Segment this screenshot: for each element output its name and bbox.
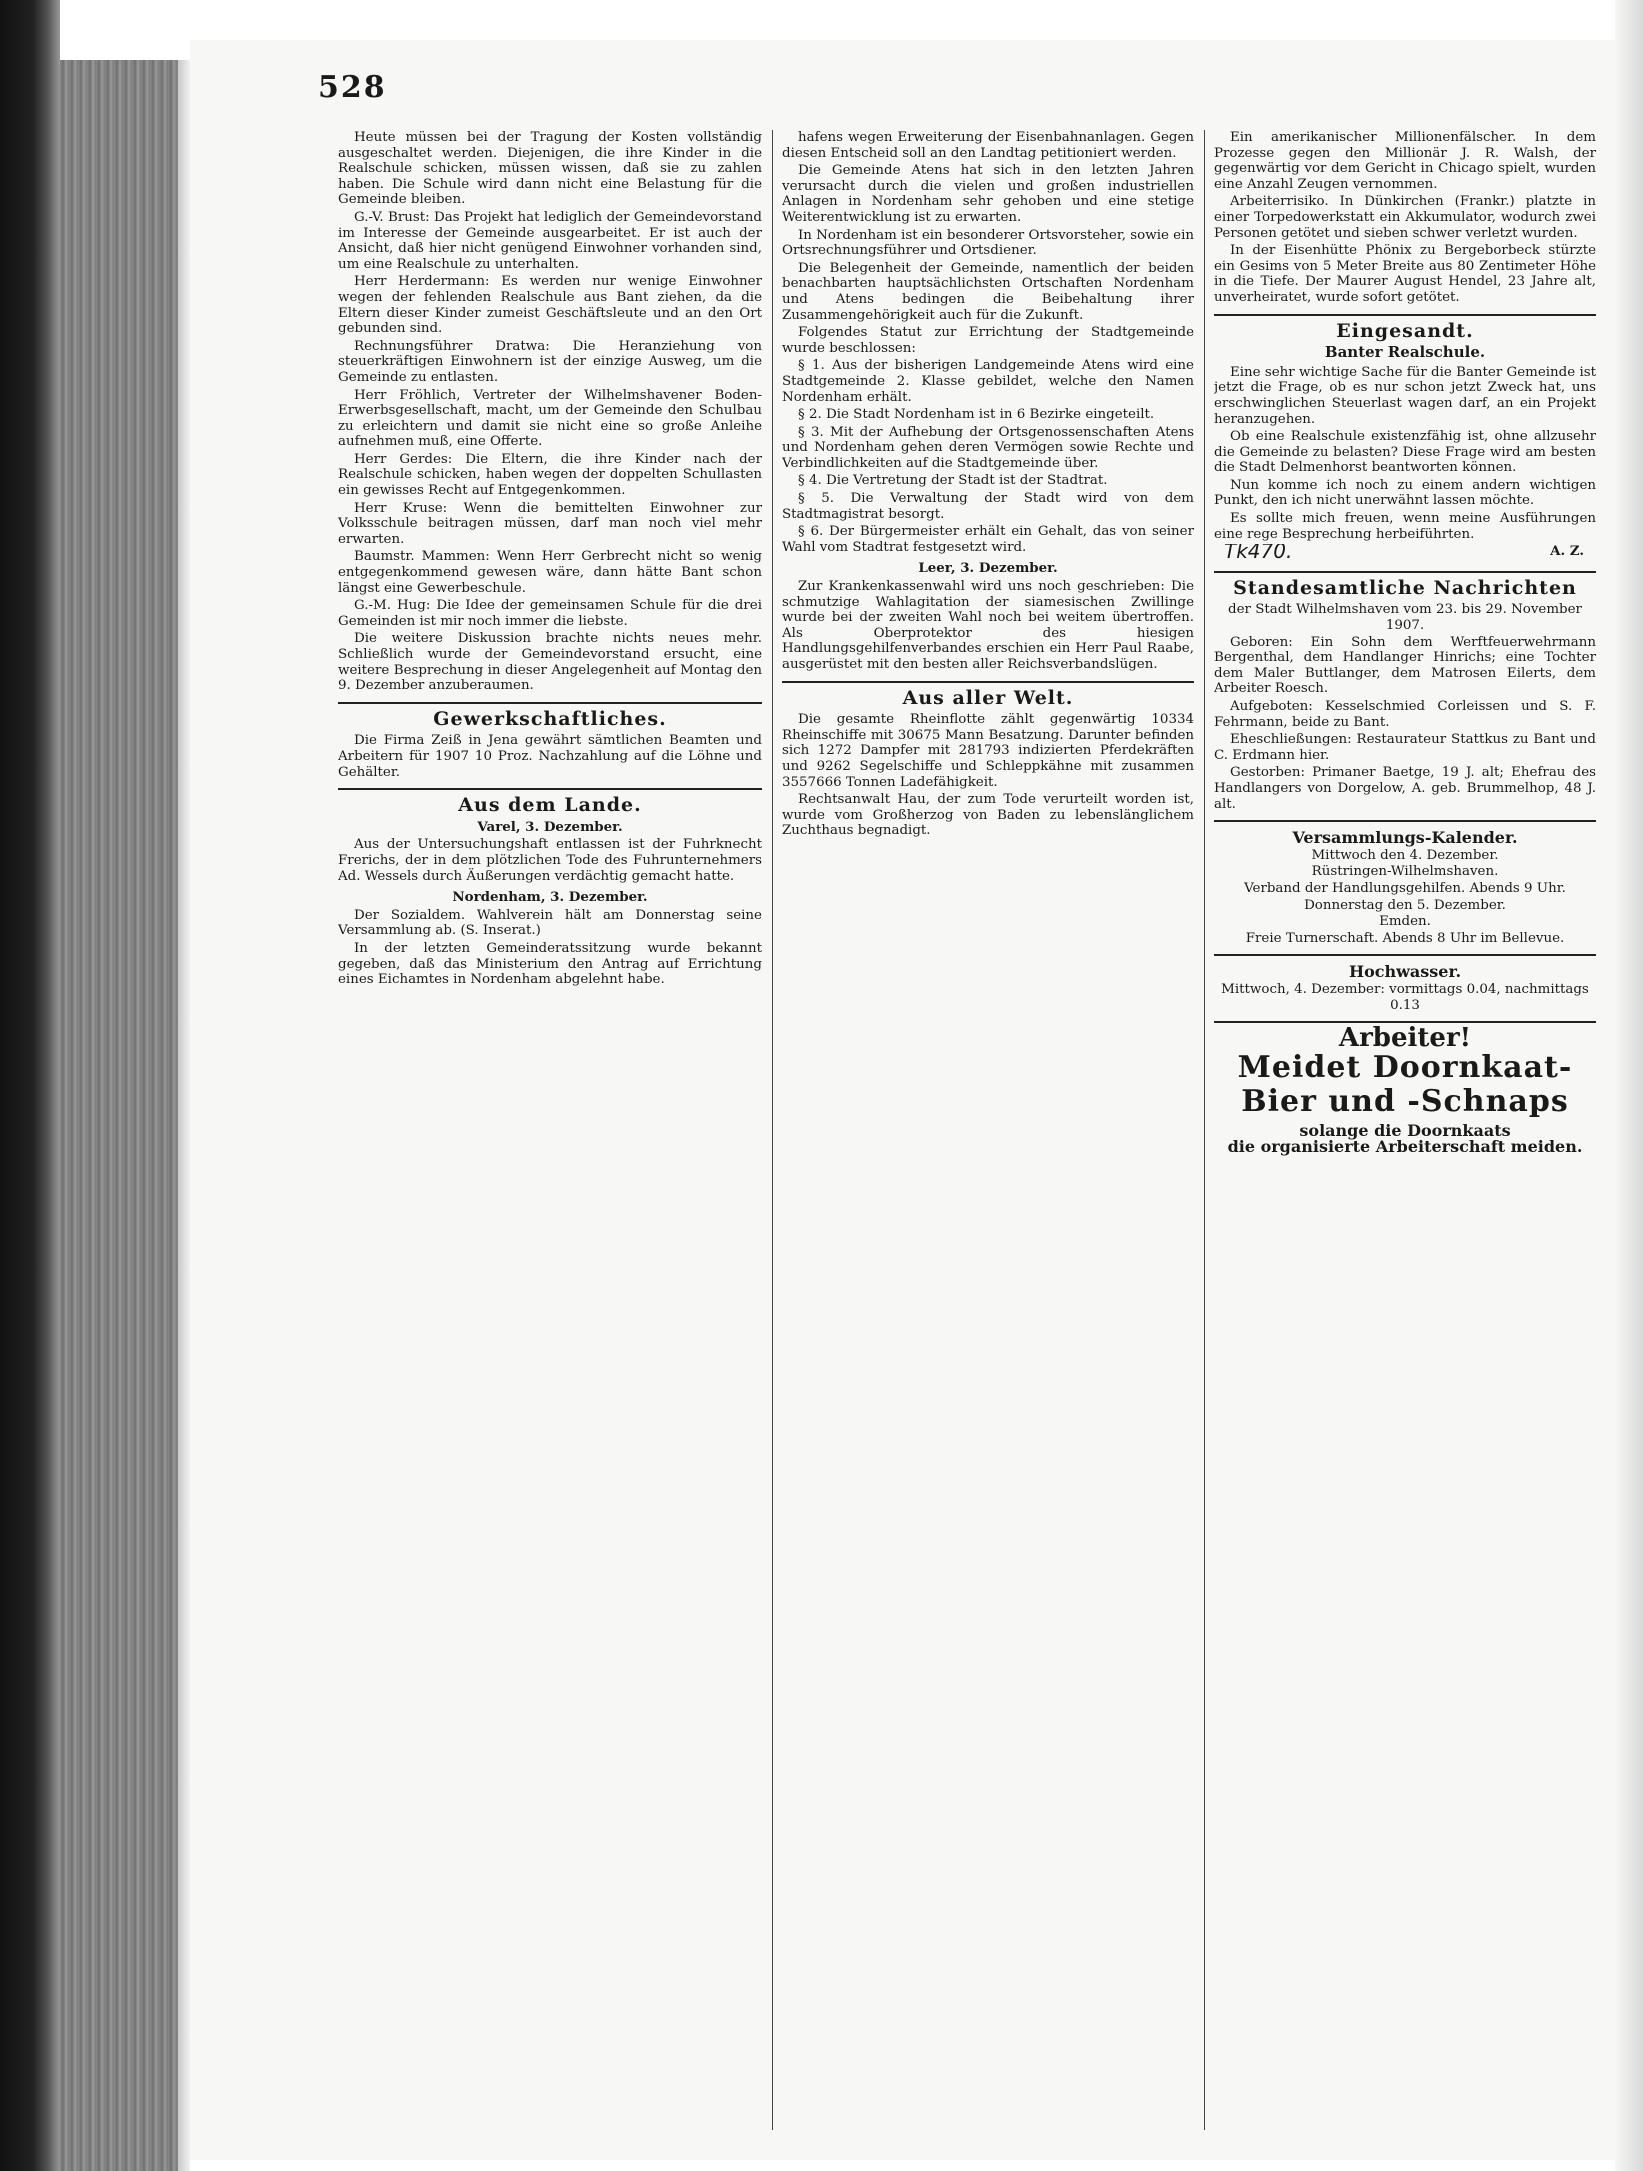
eingesandt-sign-line: [1214, 544, 1596, 563]
lande-text-1: Aus der Untersuchungshaft entlassen ist der Fuhrknecht Frerichs, der in dem plötzlichen Tode des Fuhrunternehmers Ad. Wessels durch Äußerungen verdächtig gemacht hatte.: [338, 837, 762, 884]
dateline-varel: Varel, 3. Dezember.: [477, 818, 623, 835]
gewerkschaft-heading: Gewerkschaftliches.: [433, 707, 667, 730]
article-paragraph: In Nordenham ist ein besonderer Ortsvorsteher, sowie ein Ortsrechnungsführer und Ortsdiener.: [782, 227, 1194, 259]
statut-paragraph: § 2. Die Stadt Nordenham ist in 6 Bezirke eingeteilt.: [798, 407, 1155, 423]
column-1-paragraphs: [338, 130, 762, 694]
eingesandt-paragraph: Nun komme ich noch zu einem andern wichtigen Punkt, den ich nicht unerwähnt lassen möchte.: [1214, 477, 1596, 509]
column-rule-1: [772, 130, 773, 2130]
standesamt-subline: der Stadt Wilhelmshaven vom 23. bis 29. November 1907.: [1228, 602, 1582, 634]
kalender-line: Verband der Handlungsgehilfen. Abends 9 Uhr.: [1244, 880, 1566, 896]
eingesandt-paragraph: Eine sehr wichtige Sache für die Banter Gemeinde ist jetzt die Frage, ob es nur schon jetzt Zweck hat, uns erschwinglichen Steuerlast wagen darf, an ein Projekt heranzugehen.: [1214, 364, 1596, 427]
eingesandt-subhead: Banter Realschule.: [1324, 343, 1486, 362]
ad-line-1: solange die Doornkaats: [1299, 1120, 1511, 1140]
welt-text-2: Rechtsanwalt Hau, der zum Tode verurteilt worden ist, wurde vom Großherzog von Baden zu lebenslänglichem Zuchthaus begnadigt.: [782, 792, 1194, 839]
article-paragraph: G.-M. Hug: Die Idee der gemeinsamen Schule für die drei Gemeinden ist mir noch immer die liebste.: [338, 598, 762, 629]
article-paragraph: Die Belegenheit der Gemeinde, namentlich der beiden benachbarten hauptsächlichsten Ortschaften Nordenham und Atens bedingen die Beibehaltung ihrer Zusammengehörigkeit auch für die Zukunft.: [782, 260, 1194, 323]
kalender-line: Emden.: [1379, 914, 1431, 930]
section-divider: [1214, 820, 1596, 822]
hochwasser-line: Mittwoch, 4. Dezember: vormittags 0.04, nachmittags 0.13: [1221, 981, 1589, 1013]
article-paragraph: Herr Herdermann: Es werden nur wenige Einwohner wegen der fehlenden Realschule aus Bant ziehen, da die Eltern dieser Kinder zumeist Geschäftsleute und an den Ort gebunden sind.: [338, 274, 762, 337]
section-divider: [1214, 314, 1596, 316]
section-divider: [782, 681, 1194, 683]
lande-text-3: In der letzten Gemeinderatssitzung wurde bekannt gegeben, daß das Ministerium den Antrag auf Errichtung eines Eichamtes in Nordenham abgelehnt habe.: [338, 940, 762, 988]
news-paragraph: Arbeiterrisiko. In Dünkirchen (Frankr.) platzte in einer Torpedowerkstatt ein Akkumulator, wodurch zwei Personen getötet und sieben schwer verletzt wurden.: [1214, 194, 1596, 241]
lande-text-2: Der Sozialdem. Wahlverein hält am Donnerstag seine Versammlung ab. (S. Inserat.): [338, 907, 762, 939]
statut-paragraph: § 3. Mit der Aufhebung der Ortsgenossenschaften Atens und Nordenham gehen deren Vermögen sowie Rechte und Verbindlichkeiten auf die Stadtgemeinde über.: [782, 424, 1194, 471]
eingesandt-heading: Eingesandt.: [1336, 319, 1474, 342]
standesamt-paragraph: Gestorben: Primaner Baetge, 19 J. alt; Ehefrau des Handlangers von Dorgelow, A. geb. Brummelhop, 48 J. alt.: [1214, 765, 1596, 812]
eingesandt-paragraph: Ob eine Realschule existenzfähig ist, ohne allzusehr die Gemeinde zu belasten? Diese Frage wird am besten die Stadt Delmenhorst beantworten können.: [1214, 429, 1596, 476]
column-rule-2: [1204, 130, 1205, 2130]
article-paragraph: Herr Fröhlich, Vertreter der Wilhelmshavener Boden-Erwerbsgesellschaft, macht, um der Gemeinde den Schulbau zu erleichtern und damit sie nicht eine so große Anleihe aufnehmen muß, eine Offerte.: [338, 387, 762, 450]
ad-line-2: die organisierte Arbeiterschaft meiden.: [1227, 1137, 1583, 1157]
standesamt-paragraph: Aufgeboten: Kesselschmied Corleissen und S. F. Fehrmann, beide zu Bant.: [1214, 699, 1596, 730]
handwritten-note: Tk470.: [1224, 544, 1293, 563]
standesamt-paragraph: Eheschließungen: Restaurateur Stattkus zu Bant und C. Erdmann hier.: [1214, 732, 1596, 763]
lande-heading: Aus dem Lande.: [458, 794, 642, 817]
section-divider: [338, 788, 762, 790]
volume-spine: [60, 60, 178, 2171]
column-3: [1214, 130, 1596, 2130]
dateline-leer: Leer, 3. Dezember.: [918, 560, 1058, 577]
eingesandt-paragraph: Es sollte mich freuen, wenn meine Ausführungen eine rege Besprechung herbeiführten.: [1214, 511, 1596, 542]
page-number: 528: [318, 70, 387, 105]
leer-text: Zur Krankenkassenwahl wird uns noch geschrieben: Die schmutzige Wahlagitation der siamesischen Zwillinge wurde bei der zweiten Wahl noch bei weitem übertroffen. Als Oberprotektor des hiesigen Handlungsgehilfenverbandes erschien ein Herr Paul Raabe, ausgerüstet mit den besten aller Reichsverbandslügen.: [782, 579, 1194, 672]
news-paragraph: Ein amerikanischer Millionenfälscher. In dem Prozesse gegen den Millionär J. R. Walsh, der gegenwärtig vor dem Gericht in Chicago spielt, wurden eine Anzahl Zeugen vernommen.: [1214, 130, 1596, 192]
news-paragraph: In der Eisenhütte Phönix zu Bergeborbeck stürzte ein Gesims von 5 Meter Breite aus 80 Zentimeter Höhe in die Tiefe. Der Maurer August Hendel, 23 Jahre alt, unverheiratet, wurde sofort getötet.: [1214, 243, 1596, 305]
welt-heading: Aus aller Welt.: [902, 686, 1074, 709]
eingesandt-signature: A. Z.: [1550, 544, 1584, 560]
statut-paragraph: § 4. Die Vertretung der Stadt ist der Stadtrat.: [798, 473, 1108, 489]
kalender-line: Mittwoch den 4. Dezember.: [1311, 847, 1499, 863]
kalender-heading: Versammlungs-Kalender.: [1292, 828, 1518, 848]
standesamt-heading: Standesamtliche Nachrichten: [1233, 576, 1577, 599]
column-2-paragraphs: [782, 130, 1194, 323]
article-paragraph: Herr Gerdes: Die Eltern, die ihre Kinder nach der Realschule schicken, haben wegen der doppelten Schullasten ein gewisses Recht auf Entgegenkommen.: [338, 451, 762, 499]
dateline-nordenham: Nordenham, 3. Dezember.: [452, 889, 648, 906]
article-paragraph: G.-V. Brust: Das Projekt hat lediglich der Gemeindevorstand im Interesse der Gemeinde ausgearbeitet. Er ist auch der Ansicht, daß hier nicht genügend Einwohner vorhanden sind, um eine Realschule zu unterhalten.: [338, 209, 762, 272]
standesamt-paragraphs: [1214, 635, 1596, 813]
statut-list: [782, 358, 1194, 555]
section-divider: [1214, 954, 1596, 956]
statut-paragraph: § 5. Die Verwaltung der Stadt wird von dem Stadtmagistrat besorgt.: [782, 491, 1194, 522]
ad-big-text: Meidet Doornkaat-Bier und -Schnaps: [1237, 1049, 1573, 1119]
column-2: [782, 130, 1194, 2130]
section-divider: [1214, 571, 1596, 573]
kalender-line: Freie Turnerschaft. Abends 8 Uhr im Bellevue.: [1245, 930, 1565, 946]
book-binding: [0, 0, 60, 2171]
kalender-line: Donnerstag den 5. Dezember.: [1304, 897, 1506, 913]
hochwasser-heading: Hochwasser.: [1348, 962, 1462, 982]
article-paragraph: Die weitere Diskussion brachte nichts neues mehr. Schließlich wurde der Gemeindevorstand ersucht, eine weitere Besprechung in dieser Angelegenheit auf Montag den 9. Dezember anzuberaumen.: [338, 631, 762, 694]
page-shadow: [1615, 0, 1643, 2171]
article-paragraph: Baumstr. Mammen: Wenn Herr Gerbrecht nicht so wenig entgegenkommend gewesen wäre, dann hätte Bant schon längst eine Gewerbeschule.: [338, 549, 762, 596]
article-paragraph: Rechnungsführer Dratwa: Die Heranziehung von steuerkräftigen Einwohnern ist der einzige Ausweg, um die Gemeinde zu entlasten.: [338, 338, 762, 385]
eingesandt-paragraphs: [1214, 365, 1596, 543]
column-3-news: [1214, 130, 1596, 306]
statut-paragraph: § 6. Der Bürgermeister erhält ein Gehalt, das von seiner Wahl vom Stadtrat festgesetzt wird.: [782, 524, 1194, 555]
standesamt-paragraph: Geboren: Ein Sohn dem Werftfeuerwehrmann Bergenthal, dem Handlanger Hinrichs; eine Tochter dem Maler Buttlanger, dem Matrosen Eilerts, dem Arbeiter Roesch.: [1214, 634, 1596, 697]
statut-intro: Folgendes Statut zur Errichtung der Stadtgemeinde wurde beschlossen:: [782, 325, 1194, 356]
column-1: [338, 130, 762, 2130]
ad-title: Arbeiter!: [1338, 1023, 1472, 1054]
statut-paragraph: § 1. Aus der bisherigen Landgemeinde Atens wird eine Stadtgemeinde 2. Klasse gebildet, welche den Namen Nordenham erhält.: [782, 358, 1194, 405]
kalender-line: Rüstringen-Wilhelmshaven.: [1311, 864, 1499, 880]
article-paragraph: Heute müssen bei der Tragung der Kosten vollständig ausgeschaltet werden. Diejenigen, die ihre Kinder in die Realschule schicken, müssen wissen, daß sie zu zahlen haben. Die Schule wird dann nicht eine Belastung für die Gemeinde bleiben.: [338, 130, 762, 208]
kalender-lines: [1214, 848, 1596, 947]
spine-edge: [178, 60, 190, 2171]
article-paragraph: hafens wegen Erweiterung der Eisenbahnanlagen. Gegen diesen Entscheid soll an den Landtag petitioniert werden.: [782, 130, 1194, 161]
article-paragraph: Die Gemeinde Atens hat sich in den letzten Jahren verursacht durch die vielen und großen industriellen Anlagen in Nordenham sehr gehoben und eine stetige Weiterentwicklung ist zu erwarten.: [782, 163, 1194, 225]
article-paragraph: Herr Kruse: Wenn die bemittelten Einwohner zur Volksschule beitragen müssen, darf man noch viel mehr erwarten.: [338, 500, 762, 547]
welt-text-1: Die gesamte Rheinflotte zählt gegenwärtig 10334 Rheinschiffe mit 30675 Mann Besatzung. Darunter befinden sich 1272 Dampfer mit 281793 indizierten Pferdekräften und 9262 Segelschiffe und Schleppkähne mit zusammen 3557666 Tonnen Ladefähigkeit.: [782, 712, 1194, 790]
section-divider: [338, 702, 762, 704]
gewerkschaft-text: Die Firma Zeiß in Jena gewährt sämtlichen Beamten und Arbeitern für 1907 10 Proz. Nachzahlung auf die Löhne und Gehälter.: [338, 733, 762, 780]
